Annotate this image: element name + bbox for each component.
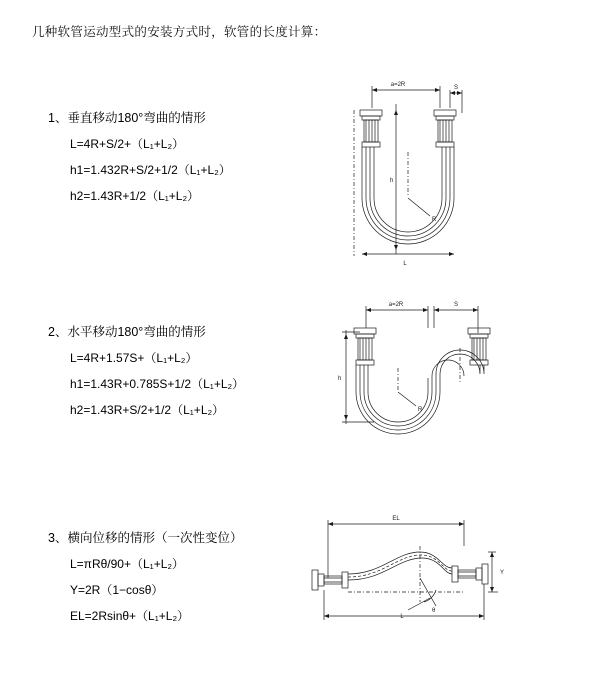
label-height-1: h bbox=[390, 178, 394, 184]
label-top-dim-3: EL bbox=[392, 516, 400, 522]
horizontal-180-bend-diagram bbox=[308, 288, 508, 448]
label-top-dim-1: a=2R bbox=[390, 82, 406, 88]
vertical-180-bend-diagram bbox=[310, 68, 510, 268]
label-height-2: h bbox=[338, 376, 342, 382]
label-top-dim2-2: S bbox=[453, 302, 459, 308]
section-2-text bbox=[48, 322, 298, 427]
section-2-formula-2: h1=1.43R+0.785S+1/2（L₁+L₂） bbox=[70, 377, 245, 391]
label-y-dim-3: Y bbox=[500, 570, 505, 576]
lateral-offset-diagram bbox=[296, 506, 516, 636]
section-1-formula-3: h2=1.43R+1/2（L₁+L₂） bbox=[70, 189, 200, 203]
label-top-dim-2: a=2R bbox=[388, 302, 404, 308]
label-radius-2: R bbox=[418, 407, 423, 413]
section-1-formula-1: L=4R+S/2+（L₁+L₂） bbox=[70, 137, 185, 151]
section-2-formula-3: h2=1.43R+S/2+1/2（L₁+L₂） bbox=[70, 403, 225, 417]
section-2-title: 2、水平移动180°弯曲的情形 bbox=[48, 325, 206, 339]
label-bottom-1: L bbox=[403, 261, 407, 267]
label-angle-3: θ bbox=[432, 608, 436, 614]
section-1-text bbox=[48, 108, 298, 213]
section-1-formula-2: h1=1.432R+S/2+1/2（L₁+L₂） bbox=[70, 163, 231, 177]
section-3-formula-3: EL=2Rsinθ+（L₁+L₂） bbox=[70, 609, 190, 623]
section-3-text bbox=[48, 528, 298, 633]
label-right-dim-1: S bbox=[453, 85, 459, 91]
section-2-formula-1: L=4R+1.57S+（L₁+L₂） bbox=[70, 351, 198, 365]
page-title: 几种软管运动型式的安装方式时，软管的长度计算： bbox=[32, 25, 327, 39]
section-3-title: 3、横向位移的情形（一次性变位） bbox=[48, 531, 243, 545]
label-radius-1: R bbox=[432, 217, 437, 223]
label-bottom-dim-3: L bbox=[400, 614, 404, 620]
section-3-formula-1: L=πRθ/90+（L₁+L₂） bbox=[70, 557, 185, 571]
section-3-formula-2: Y=2R（1−cosθ） bbox=[70, 583, 164, 597]
section-1-title: 1、垂直移动180°弯曲的情形 bbox=[48, 111, 206, 125]
